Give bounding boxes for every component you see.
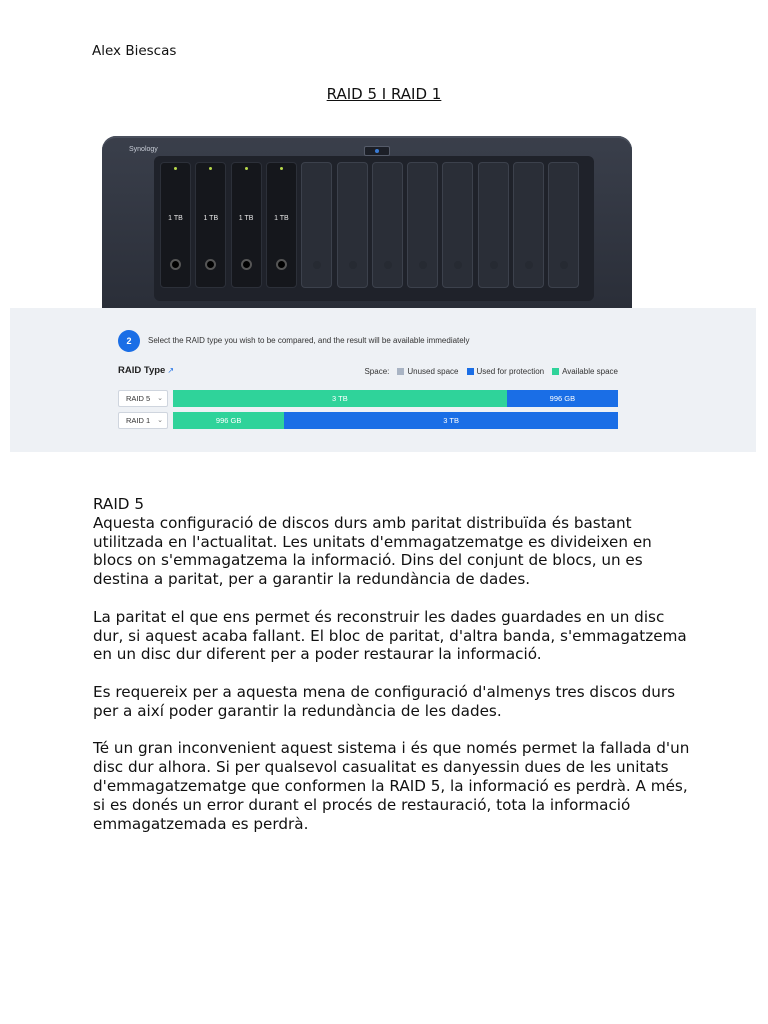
capacity-segment: 996 GB [173,412,284,429]
capacity-bar [173,390,618,407]
nas-chassis [102,136,632,311]
capacity-segment: 3 TB [173,390,507,407]
drive-bay [301,162,332,288]
legend-label: Unused space [407,367,459,376]
status-led-icon [280,167,283,170]
legend-swatch [467,368,474,375]
document-title: RAID 5 I RAID 1 [326,85,442,103]
legend-item [552,367,618,376]
capacity-segment: 3 TB [284,412,618,429]
legend-title: Space: [364,367,390,376]
raid-type-select[interactable] [118,390,168,407]
legend-label: Used for protection [476,367,545,376]
drive-bay [372,162,403,288]
drive-capacity-label: 1 TB [238,215,254,222]
drive-bay [160,162,191,288]
raid-type-heading [118,365,174,376]
drive-bay [548,162,579,288]
body-paragraph: La paritat el que ens permet és reconstruir les dades guardades en un disc dur, si aquest acaba fallant. El bloc de paritat, d'altra banda, s'emmagatzema en un disc dur diferent per a poder restaurar la informació. [93,607,687,664]
capacity-bar [173,412,618,429]
body-paragraph: Aquesta configuració de discos durs amb paritat distribuïda és bastant utilitzada en l'actualitat. Les unitats d'emmagatzematge es divideixen en blocs on s'emmagatzema la informació. Dins del conjunt de blocs, un es destina a paritat, per a garantir la redundància de dades. [93,513,652,589]
status-led-icon [174,167,177,170]
author-name: Alex Biescas [92,43,177,59]
drive-bay-frame [154,156,594,301]
drive-capacity-label: 1 TB [274,215,289,222]
raid-comparison-panel [10,308,756,452]
drive-capacity-label: 1 TB [168,215,183,222]
tray-lock-icon [419,261,427,269]
drive-bay [407,162,438,288]
tray-lock-icon [170,259,181,270]
tray-lock-icon [276,259,287,270]
tray-lock-icon [205,259,216,270]
drive-bay [195,162,226,288]
drive-bay [266,162,297,288]
legend-swatch [397,368,404,375]
raid-type-label: RAID Type [118,365,166,376]
raid-row [118,390,618,407]
chevron-down-icon: ⌄ [157,395,163,402]
tray-lock-icon [384,261,392,269]
raid-type-select[interactable] [118,412,168,429]
drive-bay [231,162,262,288]
drive-bay [442,162,473,288]
status-led-icon [209,167,212,170]
legend-item [397,367,458,376]
legend-item [467,367,545,376]
raid-row [118,412,618,429]
tray-lock-icon [454,261,462,269]
tray-lock-icon [241,259,252,270]
status-led-icon [245,167,248,170]
body-paragraph: Es requereix per a aquesta mena de configuració d'almenys tres discos durs per a així poder garantir la redundància de les dades. [93,682,676,720]
power-button-icon [364,146,390,156]
drive-bay [513,162,544,288]
legend-swatch [552,368,559,375]
raid-select-value: RAID 1 [126,416,151,425]
drive-bay [337,162,368,288]
drive-bay [478,162,509,288]
chevron-down-icon: ⌄ [157,417,163,424]
step-instruction: Select the RAID type you wish to be compared, and the result will be available immediately [148,336,470,345]
tray-lock-icon [349,261,357,269]
document-body [93,495,693,852]
nas-device-image [92,118,652,308]
raid-select-value: RAID 5 [126,394,151,403]
space-legend [364,367,618,376]
drive-capacity-label: 1 TB [203,215,219,222]
tray-lock-icon [525,261,533,269]
tray-lock-icon [490,261,498,269]
capacity-segment: 996 GB [507,390,618,407]
section-heading: RAID 5 [93,495,144,513]
legend-label: Available space [562,367,618,376]
body-paragraph: Té un gran inconvenient aquest sistema i és que només permet la fallada d'un disc dur alhora. Si per qualsevol casualitat es danyessin dues de les unitats d'emmagatzematge que conformen la RAID 5, la informació es perdrà. A més, si es donés un error durant el procés de restauració, tota la informació emmagatzemada es perdrà. [93,739,690,833]
external-link-icon[interactable]: ↗ [167,366,175,375]
tray-lock-icon [313,261,321,269]
tray-lock-icon [560,261,568,269]
nas-brand-logo: Synology [129,146,158,153]
step-number-badge: 2 [118,330,140,352]
